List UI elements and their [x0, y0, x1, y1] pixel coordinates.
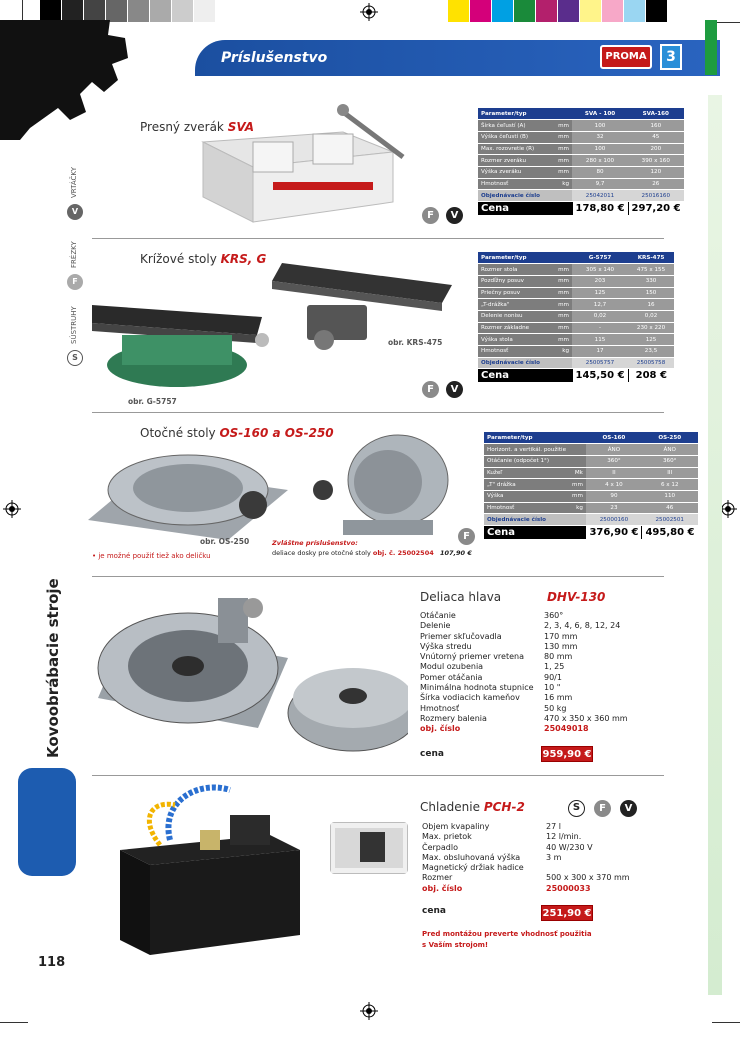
dhv-spec-values: 360° 2, 3, 4, 6, 8, 12, 24 170 mm 130 mm 80 mm 1, 25 90/1 10 " 16 mm 50 kg 470 x 350 x 360 mm 25049018 [544, 611, 628, 734]
mill-badge-icon: F [422, 207, 439, 224]
category-f-icon: F [67, 274, 83, 290]
pch-price: 251,90 € [541, 905, 593, 921]
rotary-table-photo [88, 430, 458, 545]
registration-mark [360, 1002, 378, 1020]
page-number: 118 [38, 955, 66, 970]
category-drills: VRTÁČKY [70, 166, 78, 198]
catalog-badge: 3 [660, 44, 682, 70]
crop-mark [0, 1022, 28, 1023]
color-bar [448, 0, 668, 22]
drill-badge-icon: V [620, 800, 637, 817]
os-spec-table: Parameter/typ OS-160 OS-250 Horizont. a vertikál. použitie ÁNO ÁNO Otáčanie (odpočet 1°) 360° 360° Kužeľ Mk II III „T" drážka mm 4 x 10 6 x 12 Výška mm 90 110 Hmotnosť kg 23 46 Objednávacie číslo 25000160 25002501 Cena 376,90 € 495,80 € [484, 432, 698, 540]
coolant-pump-photo [100, 780, 310, 960]
cross-table-photo [92, 255, 472, 405]
section-tab [18, 768, 76, 876]
os-image-caption: obr. OS-250 [200, 537, 250, 546]
section-divider [92, 576, 664, 577]
section-divider [92, 238, 664, 239]
category-s-icon: S [67, 350, 83, 366]
g-image-caption: obr. G-5757 [128, 397, 177, 406]
proma-logo: PROMA [600, 45, 652, 69]
lathe-badge-icon: S [568, 800, 585, 817]
mill-badge-icon: F [458, 528, 475, 545]
krs-title: Krížové stoly KRS, G [140, 252, 267, 266]
dividing-head-photo [88, 588, 408, 753]
dhv-spec-labels: Otáčanie Delenie Priemer skľučovadla Výška stredu Vnútorný priemer vretena Modul ozubenia Pomer otáčania Minimálna hodnota stupnice Šírka vodiacich kameňov Hmotnosť Rozmery balenia obj. číslo [420, 611, 534, 734]
os-title: Otočné stoly OS-160 a OS-250 [140, 426, 334, 440]
dhv-price: 959,90 € [541, 746, 593, 762]
drill-badge-icon: V [446, 381, 463, 398]
mill-badge-icon: F [594, 800, 611, 817]
section-divider [92, 775, 664, 776]
green-accent-bar [705, 20, 717, 75]
page-title: Príslušenstvo [221, 50, 328, 66]
dhv-price-label: cena [420, 749, 444, 759]
category-mills: FRÉZKY [70, 241, 78, 268]
krs-image-caption: obr. KRS-475 [388, 338, 443, 347]
drill-badge-icon: V [446, 207, 463, 224]
category-v-icon: V [67, 204, 83, 220]
krs-spec-table: Parameter/typ G-5757 KRS-475 Rozmer stola mm 305 x 140 475 x 155 Pozdĺžny posuv mm 203 330 Priečny posuv mm 125 150 „T-drážka" mm 12,7 16 Delenie nonisu mm 0,02 0,02 Rozmer základne mm - 230 x 220 Výška stola mm 115 125 Hmotnosť kg 17 23,5 Objednávacie číslo 25005757 25005758 Cena 145,50 € 208 € [478, 252, 674, 383]
category-nav [40, 140, 100, 400]
magnetic-holder-photo [330, 822, 408, 874]
crop-mark [712, 1022, 740, 1023]
pch-warning-2: s Vaším strojom! [422, 941, 489, 949]
dhv-title: Deliaca hlava DHV-130 [420, 590, 606, 604]
pch-warning-1: Pred montážou preverte vhodnosť použitia [422, 930, 592, 938]
registration-mark [360, 3, 378, 21]
section-label: Kovoobrábacie stroje [44, 578, 62, 758]
os-note: • je možné použiť tiež ako deličku [92, 552, 211, 560]
registration-mark [3, 500, 21, 518]
gear-icon [0, 0, 135, 140]
pch-spec-values: 27 l 12 l/min. 40 W/230 V 3 m 500 x 300 x 370 mm 25000033 [546, 822, 630, 893]
pch-title: Chladenie PCH-2 [420, 800, 525, 814]
sidebar-gradient [708, 95, 722, 995]
mill-badge-icon: F [422, 381, 439, 398]
pch-price-label: cena [422, 906, 446, 916]
section-divider [92, 412, 664, 413]
pch-spec-labels: Objem kvapaliny Max. prietok Čerpadlo Max. obsluhovaná výška Magnetický držiak hadice Rozmer obj. číslo [422, 822, 524, 893]
vise-photo [193, 102, 408, 227]
category-lathes: SÚSTRUHY [70, 306, 78, 344]
sva-title: Presný zverák SVA [140, 120, 255, 134]
os-extra-line: deliace dosky pre otočné stoly obj. č. 25002504 107,90 € [272, 549, 472, 557]
sva-spec-table: Parameter/typ SVA - 100 SVA-160 Šírka čeľustí (A) mm 100 160 Výška čeľustí (B) mm 32 45 Max. rozovretie (R) mm 100 200 Rozmer zveráku mm 280 x 100 390 x 160 Výška zveráku mm 80 120 Hmotnosť kg 9,7 26 Objednávacie číslo 25042011 25016160 Cena 178,80 € 297,20 € [478, 108, 684, 216]
os-extra-title: Zvláštne príslušenstvo: [272, 539, 358, 547]
